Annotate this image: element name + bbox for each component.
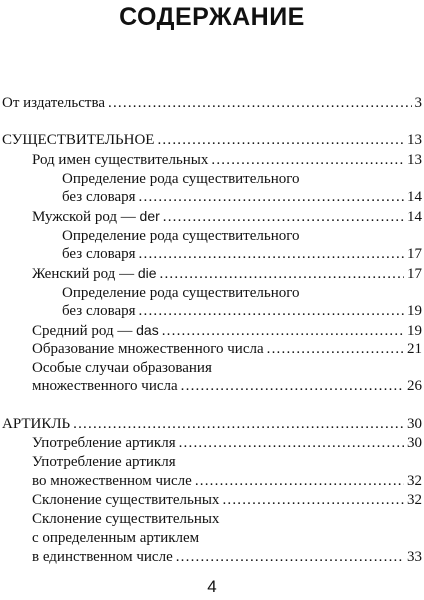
article-das: das [136,322,159,338]
toc-entry-feminine [32,265,422,287]
toc-page-number: 21 [407,341,422,357]
toc-page-number: 13 [407,152,422,168]
toc-entry-text: Особые случаи образования [32,360,212,376]
toc-entry-text: СУЩЕСТВИТЕЛЬНОЕ [2,132,155,148]
toc-entry-text: без словаря [62,189,136,205]
toc-page-number: 3 [414,95,422,111]
toc-page-number: 32 [407,473,422,489]
toc-entry-text: Женский род — die [32,265,157,282]
toc-entry-text: множественного числа [32,378,178,394]
dot-leader [139,189,404,206]
page-title: СОДЕРЖАНИЕ [119,3,305,31]
toc-entry-declension-def-line3 [32,549,422,571]
article-der: der [139,208,160,224]
dot-leader [157,132,404,149]
toc-page-number: 14 [407,189,422,205]
toc-entry-text: Определение рода существительного [62,285,300,301]
dot-leader [211,152,404,169]
toc-page-number: 30 [407,416,422,432]
toc-page-number: 17 [407,266,422,282]
dot-leader [73,416,404,433]
toc-entry-publisher [2,95,422,117]
toc-entry-text: Род имен существительных [32,152,209,168]
toc-page-number: 32 [407,492,422,508]
toc-entry-text: АРТИКЛЬ [2,416,71,432]
article-die: die [137,265,157,281]
toc-entry-text: без словаря [62,303,136,319]
toc-entry-text: в единственном числе [32,549,173,565]
dot-leader [176,549,404,566]
toc-entry-text: От издательства [2,95,106,111]
dot-leader [139,303,404,320]
dot-leader [162,323,404,340]
toc-entry-noun [2,132,422,154]
dot-leader [160,266,404,283]
toc-page-number: 14 [407,209,422,225]
toc-entry-text: Средний род — das [32,322,159,339]
toc-page-number: 26 [407,378,422,394]
toc-entry-masculine [32,208,422,230]
dot-leader [108,95,411,112]
dot-leader [267,341,404,358]
dot-leader [163,209,404,226]
toc-entry-text: без словаря [62,246,136,262]
dot-leader [179,435,404,452]
toc-entry-text: Склонение существительных [32,511,220,527]
dot-leader [195,473,404,490]
toc-page-number: 19 [407,303,422,319]
toc-page-number: 13 [407,132,422,148]
toc-entry-plural-special-line2 [32,378,422,400]
toc-entry-text: во множественном числе [32,473,192,489]
page-number: 4 [207,577,217,596]
toc-entry-text: Образование множественного числа [32,341,264,357]
toc-page-number: 17 [407,246,422,262]
toc-entry-text: Мужской род — der [32,208,160,225]
toc-page-number: 33 [407,549,422,565]
dot-leader [222,492,404,509]
toc-page-number: 30 [407,435,422,451]
toc-entry-text: Употребление артикля [32,435,176,451]
toc-entry-text: с определенным артиклем [32,530,200,546]
toc-page-number: 19 [407,323,422,339]
toc-entry-text: Определение рода существительного [62,171,300,187]
dot-leader [181,378,404,395]
toc-entry-text: Употребление артикля [32,454,176,470]
dot-leader [139,246,404,263]
toc-entry-text: Склонение существительных [32,492,220,508]
toc-entry-text: Определение рода существительного [62,228,300,244]
